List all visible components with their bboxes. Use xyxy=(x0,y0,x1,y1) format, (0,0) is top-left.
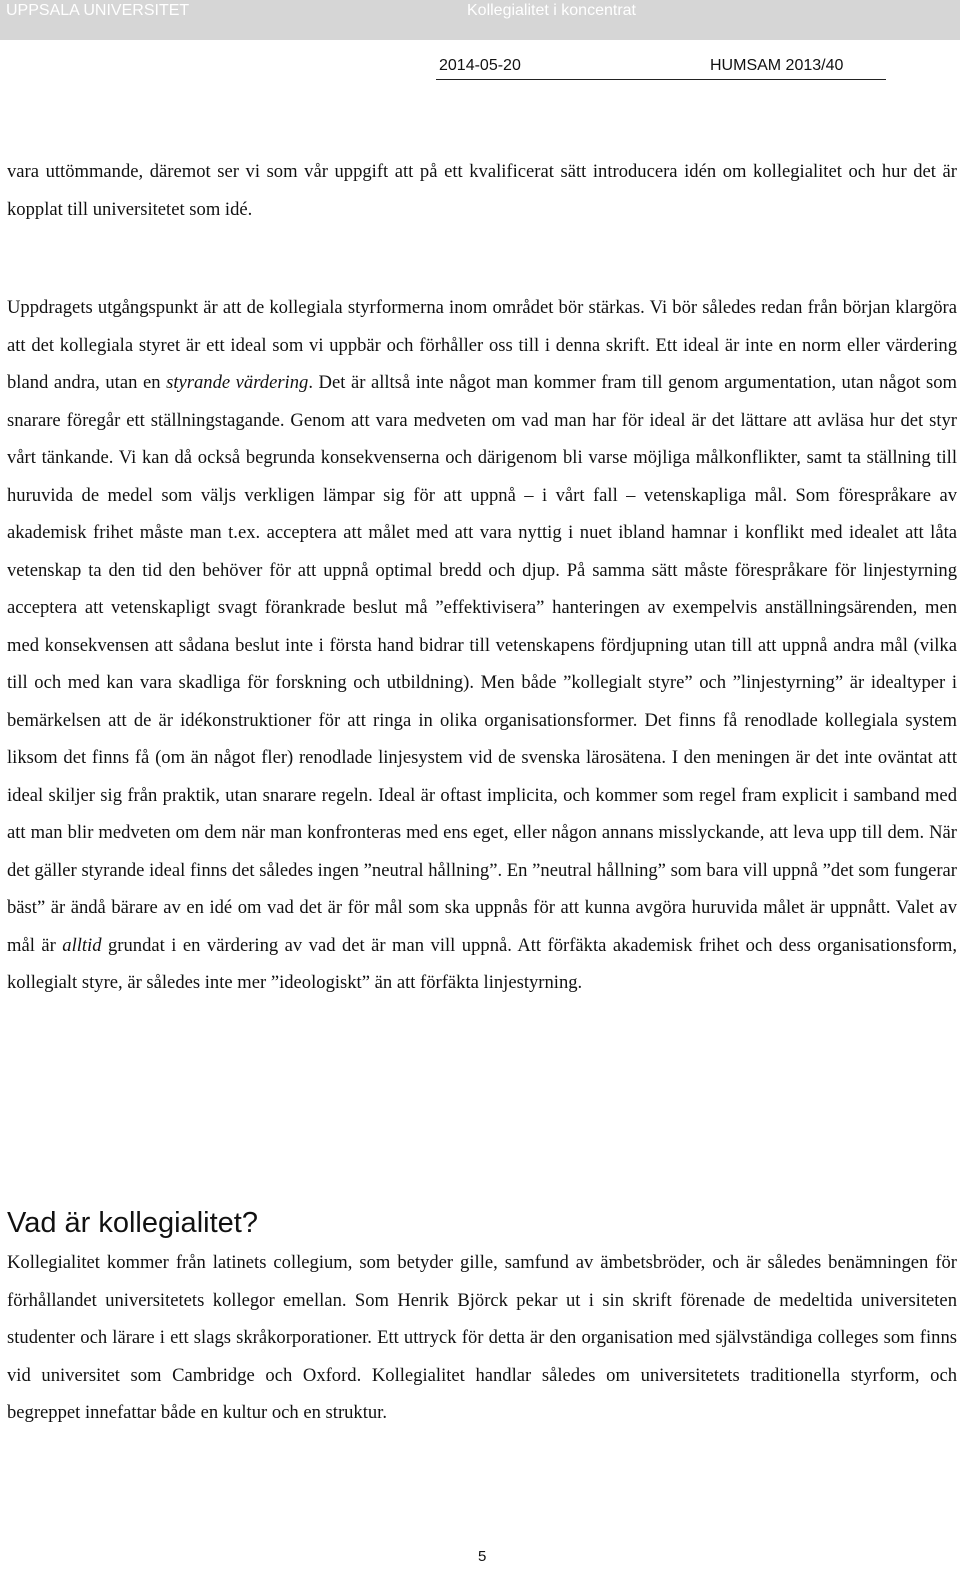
document-reference: HUMSAM 2013/40 xyxy=(710,57,844,74)
paragraph-ideals-text-2: . Det är alltså inte något man kommer fram till genom argumentation, utan något som snarare föregår ett ställningstagande. Genom att vara medveten om vad man har för ideal är det lättare att avläsa hur det styr vårt tänkande. Vi kan då också begrunda konsekvenserna och därigenom bli varse möjliga målkonflikter, samt ta ställning till huruvida de medel som väljs verkligen lämpar sig för att uppnå – i vårt fall – vetenskapliga mål. Som förespråkare av akademisk frihet måste man t.ex. acceptera att målet med att vara nyttig i nuet ibland hamnar i konflikt med idealet att låta vetenskap ta den tid den behöver för att uppnå optimal bredd och djup. På samma sätt måste förespråkare för linjestyrning acceptera att vetenskapligt svagt förankrade beslut må ”effektivisera” hanteringen av exempelvis anställningsärenden, men med konsekvensen att sådana beslut inte i första hand bidrar till vetenskapens fördjupning utan till att uppnå andra mål (vilka till och med kan vara skadliga för forskning och utbildning). Men både ”kollegialt styre” och ”linjestyrning” är idealtyper i bemärkelsen att de är idékonstruktioner för att ringa in olika organisationsformer. Det finns få renodlade kollegiala system liksom det finns få (om än något fler) renodlade linjesystem vid de svenska lärosätena. I den meningen är det inte oväntat att ideal skiljer sig från praktik, utan snarare regeln. Ideal är oftast implicita, och kommer som regel fram explicit i samband med att man blir medveten om dem när man konfronteras med ens eget, eller någon annans misslyckande, att leva upp till dem. När det gäller styrande ideal finns det således ingen ”neutral hållning”. En ”neutral hållning” som bara vill uppnå ”det som fungerar bäst” är ändå bärare av en idé om vad det är för mål som ska uppnås för att kunna avgöra huruvida målet är uppnått. Valet av mål är xyxy=(7,372,957,956)
header-institution: UPPSALA UNIVERSITET xyxy=(6,2,190,19)
running-header-bar xyxy=(0,0,960,40)
paragraph-ideals-emphasis-1: styrande värdering xyxy=(166,372,309,393)
header-rule xyxy=(436,79,886,80)
paragraph-ideals-text-1: Uppdragets utgångspunkt är att de kollegiala styrformerna inom området bör stärkas. Vi bör således redan från början klargöra att det kollegiala styret är ett ideal som vi uppbär och förhåller oss till i denna skrift. Ett ideal är inte en norm eller värdering bland andra, utan en xyxy=(7,297,957,393)
paragraph-collegiality: Kollegialitet kommer från latinets collegium, som betyder gille, samfund av ämbetsbröder, och är således benämningen för förhållandet universitetets kollegor emellan. Som Henrik Björck pekar ut i sin skrift förenade de medeltida universiteten studenter och lärare i ett slags skråkorporationer. Ett uttryck för detta är den organisation med självständiga colleges som finns vid universitet som Cambridge och Oxford. Kollegialitet handlar således om universitetets traditionella styrform, och begreppet innefattar både en kultur och en struktur. xyxy=(7,1252,957,1423)
paragraph-ideals-emphasis-2: alltid xyxy=(62,934,102,956)
paragraph-continuation: vara uttömmande, däremot ser vi som vår uppgift att på ett kvalificerat sätt introducera idén om kollegialitet och hur det är kopplat till universitetet som idé. xyxy=(7,161,957,220)
page-number: 5 xyxy=(478,1548,487,1565)
section-heading: Vad är kollegialitet? xyxy=(7,1207,258,1239)
paragraph-ideals xyxy=(7,289,957,1002)
paragraph-ideals-text-3: grundat i en värdering av vad det är man vill uppnå. Att förfäkta akademisk frihet och dess organisationsform, kollegialt styre, är således inte mer ”ideologiskt” än att förfäkta linjestyrning. xyxy=(7,934,957,993)
document-date: 2014-05-20 xyxy=(439,57,521,74)
header-document-title: Kollegialitet i koncentrat xyxy=(467,2,636,19)
